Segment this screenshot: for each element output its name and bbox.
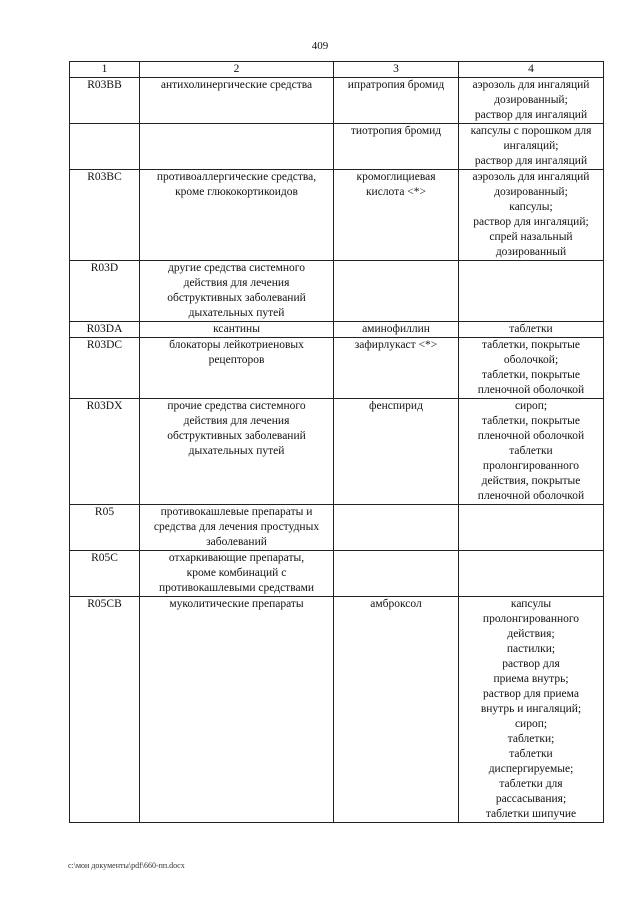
table-row (70, 261, 604, 322)
form-line: таблетки; (507, 733, 555, 745)
table-row (70, 124, 604, 170)
footer-file-path: c:\мои документы\pdf\660-пп.docx (68, 861, 185, 870)
form-line: пролонгированного (482, 460, 580, 472)
code-cell: R03DX (70, 399, 140, 505)
form-line: действия; (507, 628, 555, 640)
form-line: таблетки (509, 445, 553, 457)
drug-line: кислота <*> (365, 186, 427, 198)
group-line: кроме глюкокортикоидов (175, 186, 298, 198)
table-row (70, 78, 604, 124)
form-line: капсулы; (509, 201, 553, 213)
code-cell: R03BC (70, 170, 140, 261)
form-line: пленочной оболочкой (477, 430, 585, 442)
table-row (70, 551, 604, 597)
header-col-2: 2 (140, 62, 334, 78)
form-cell (459, 338, 604, 399)
group-line: антихолинергические средства (160, 79, 313, 91)
form-line: дозированный (495, 246, 567, 258)
group-cell (140, 124, 334, 170)
form-line: раствор для ингаляций (474, 109, 588, 121)
form-line: внутрь и ингаляций; (480, 703, 582, 715)
group-line: обструктивных заболеваний (167, 292, 306, 304)
code-cell: R03DA (70, 322, 140, 338)
group-line: дыхательных путей (188, 307, 285, 319)
form-line: таблетки для (499, 778, 563, 790)
group-line: действия для лечения (183, 415, 290, 427)
form-line: аэрозоль для ингаляций (472, 79, 590, 91)
form-line: оболочкой; (503, 354, 559, 366)
code-cell: R03DC (70, 338, 140, 399)
drug-cell (334, 597, 459, 823)
form-line: дозированный; (494, 186, 568, 198)
code-cell: R05 (70, 505, 140, 551)
group-line: противоаллергические средства, (156, 171, 317, 183)
table-row (70, 322, 604, 338)
drug-cell (334, 124, 459, 170)
group-line: муколитические препараты (169, 598, 304, 610)
table-row (70, 597, 604, 823)
group-line: ксантины (213, 323, 260, 335)
code-cell: R05C (70, 551, 140, 597)
form-line: аэрозоль для ингаляций (472, 171, 590, 183)
group-line: отхаркивающие препараты, (168, 552, 305, 564)
form-line: пленочной оболочкой (477, 384, 585, 396)
form-line: пролонгированного (482, 613, 580, 625)
form-line: пастилки; (506, 643, 556, 655)
form-line: капсулы с порошком для (470, 125, 592, 137)
group-line: другие средства системного (168, 262, 305, 274)
form-line: таблетки, покрытые (481, 339, 581, 351)
form-cell (459, 124, 604, 170)
group-line: действия для лечения (183, 277, 290, 289)
drug-cell (334, 322, 459, 338)
medication-table (69, 61, 604, 823)
group-line: блокаторы лейкотриеновых (169, 339, 304, 351)
group-line: прочие средства системного (167, 400, 306, 412)
drug-line: зафирлукаст <*> (354, 339, 438, 351)
group-cell (140, 505, 334, 551)
group-line: заболеваний (206, 536, 267, 548)
code-cell: R03D (70, 261, 140, 322)
group-line: противокашлевые препараты и (160, 506, 313, 518)
table-row (70, 399, 604, 505)
form-line: таблетки (509, 323, 553, 335)
drug-line: кромоглициевая (356, 171, 436, 183)
group-cell (140, 170, 334, 261)
form-cell (459, 597, 604, 823)
drug-line: фенспирид (369, 400, 423, 412)
drug-cell (334, 78, 459, 124)
header-col-4: 4 (459, 62, 604, 78)
form-line: дозированный; (494, 94, 568, 106)
form-line: таблетки, покрытые (481, 415, 581, 427)
group-cell (140, 261, 334, 322)
group-cell (140, 338, 334, 399)
form-cell (459, 78, 604, 124)
form-cell (459, 261, 604, 322)
group-line: обструктивных заболеваний (167, 430, 306, 442)
group-cell (140, 551, 334, 597)
group-line: рецепторов (208, 354, 265, 366)
form-line: раствор для ингаляций; (473, 216, 589, 228)
table-row (70, 338, 604, 399)
form-line: таблетки, покрытые (481, 369, 581, 381)
drug-line: амброксол (370, 598, 422, 610)
group-cell (140, 322, 334, 338)
form-line: пленочной оболочкой (477, 490, 585, 502)
code-cell: R05CB (70, 597, 140, 823)
form-line: раствор для (502, 658, 560, 670)
group-line: противокашлевыми средствами (158, 582, 315, 594)
form-cell (459, 505, 604, 551)
group-line: средства для лечения простудных (153, 521, 320, 533)
drug-cell (334, 399, 459, 505)
form-line: действия, покрытые (481, 475, 581, 487)
code-cell: R03BB (70, 78, 140, 124)
drug-cell (334, 170, 459, 261)
group-cell (140, 78, 334, 124)
group-cell (140, 597, 334, 823)
drug-cell (334, 338, 459, 399)
form-line: сироп; (514, 718, 548, 730)
drug-line: тиотропия бромид (350, 125, 442, 137)
form-cell (459, 551, 604, 597)
form-line: приема внутрь; (493, 673, 569, 685)
drug-cell (334, 551, 459, 597)
form-line: диспергируемые; (488, 763, 574, 775)
code-cell (70, 124, 140, 170)
header-col-1: 1 (70, 62, 140, 78)
form-line: таблетки (509, 748, 553, 760)
drug-cell (334, 505, 459, 551)
table-row (70, 170, 604, 261)
form-line: таблетки шипучие (485, 808, 577, 820)
form-line: ингаляций; (503, 140, 559, 152)
header-col-3: 3 (334, 62, 459, 78)
form-line: рассасывания; (495, 793, 567, 805)
header-row (70, 62, 604, 78)
form-cell (459, 170, 604, 261)
form-line: раствор для приема (483, 688, 579, 700)
table-row (70, 505, 604, 551)
drug-line: ипратропия бромид (347, 79, 445, 91)
drug-cell (334, 261, 459, 322)
drug-line: аминофиллин (362, 323, 430, 335)
group-cell (140, 399, 334, 505)
form-cell (459, 322, 604, 338)
table-body (70, 78, 604, 823)
form-line: капсулы (510, 598, 552, 610)
group-line: дыхательных путей (188, 445, 285, 457)
form-line: сироп; (514, 400, 548, 412)
form-line: спрей назальный (489, 231, 573, 243)
form-line: раствор для ингаляций (474, 155, 588, 167)
group-line: кроме комбинаций с (186, 567, 287, 579)
form-cell (459, 399, 604, 505)
page-number: 409 (311, 40, 329, 52)
